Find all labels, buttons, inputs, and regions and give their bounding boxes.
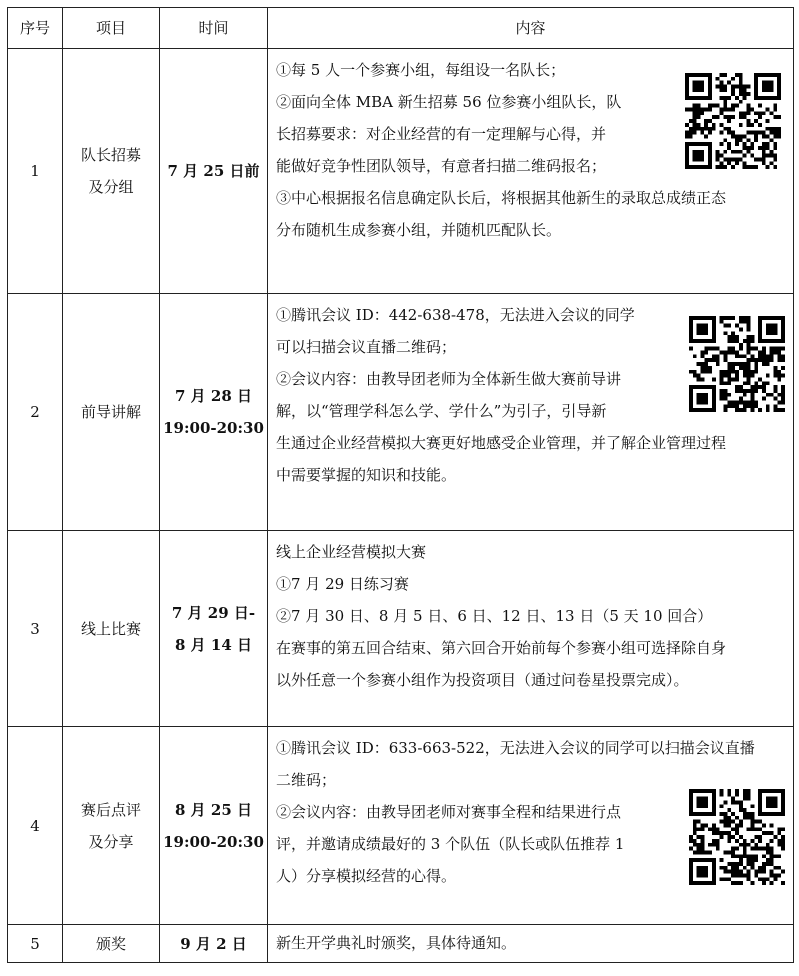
header-time: 时间 — [160, 8, 268, 49]
row-item — [63, 727, 160, 925]
content-line: ①腾讯会议 ID：633-663-522，无法进入会议的同学可以扫描会议直播 — [276, 739, 755, 757]
schedule-table — [7, 7, 794, 963]
content-line: 在赛事的第五回合结束、第六回合开始前每个参赛小组可选择除自身 — [276, 639, 727, 657]
table-row — [8, 727, 794, 925]
row-item — [63, 49, 160, 294]
time-line: 19:00-20:30 — [163, 419, 264, 437]
row-seq: 5 — [8, 925, 63, 963]
header-content: 内容 — [268, 8, 794, 49]
table-row — [8, 531, 794, 727]
content-line: 长招募要求：对企业经营的有一定理解与心得，并 — [276, 125, 607, 143]
table-header-row — [8, 8, 794, 49]
time-line: 7 月 28 日 — [175, 387, 252, 405]
row-time — [160, 294, 268, 531]
content-line: 以外任意一个参赛小组作为投资项目（通过问卷星投票完成）。 — [276, 671, 689, 689]
time-line: 8 月 25 日 — [175, 800, 252, 819]
row-content — [268, 727, 794, 925]
table-row — [8, 294, 794, 531]
header-seq: 序号 — [8, 8, 63, 49]
content-line: ②7 月 30 日、8 月 5 日、6 日、12 日、13 日（5 天 10 回合） — [276, 607, 713, 625]
content-line: 生通过企业经营模拟大赛更好地感受企业管理，并了解企业管理过程 — [276, 434, 727, 452]
time-line: 7 月 29 日- — [171, 603, 256, 622]
content-line: 分布随机生成参赛小组，并随机匹配队长。 — [276, 221, 562, 239]
content-line: ③中心根据报名信息确定队长后，将根据其他新生的录取总成绩正态 — [276, 189, 727, 207]
time-line: 19:00-20:30 — [163, 832, 264, 851]
content-line: ①7 月 29 日练习赛 — [276, 575, 409, 593]
item-line: 前导讲解 — [80, 403, 141, 421]
qr-code-icon[interactable] — [689, 789, 785, 885]
row-time — [160, 925, 268, 963]
qr-code-icon[interactable] — [685, 73, 781, 169]
row-seq: 2 — [8, 294, 63, 531]
row-time — [160, 727, 268, 925]
content-line: 中需要掌握的知识和技能。 — [276, 466, 457, 484]
content-line: ②会议内容：由教导团老师对赛事全程和结果进行点 — [276, 803, 622, 821]
row-item — [63, 531, 160, 727]
row-content — [268, 531, 794, 727]
row-content — [268, 49, 794, 294]
header-item: 项目 — [63, 8, 160, 49]
content-line: 线上企业经营模拟大赛 — [276, 543, 427, 561]
row-content — [268, 925, 794, 963]
table-row — [8, 49, 794, 294]
content-line: 新生开学典礼时颁奖，具体待通知。 — [276, 934, 517, 952]
content-line: 可以扫描会议直播二维码； — [276, 338, 457, 356]
content-line: ①每 5 人一个参赛小组，每组设一名队长； — [276, 61, 566, 79]
row-seq: 1 — [8, 49, 63, 294]
item-line: 颁奖 — [95, 934, 126, 953]
item-line: 线上比赛 — [80, 619, 141, 638]
content-line: 能做好竞争性团队领导，有意者扫描二维码报名； — [276, 157, 607, 175]
row-time — [160, 49, 268, 294]
row-time — [160, 531, 268, 727]
content-line: 评，并邀请成绩最好的 3 个队伍（队长或队伍推荐 1 — [276, 835, 625, 853]
item-line: 队长招募 — [80, 146, 141, 164]
content-line: 人）分享模拟经营的心得。 — [276, 867, 457, 885]
qr-code-icon[interactable] — [689, 316, 785, 412]
content-line: 解，以“管理学科怎么学、学什么”为引子，引导新 — [276, 402, 607, 420]
time-line: 7 月 25 日前 — [167, 162, 260, 180]
row-seq: 4 — [8, 727, 63, 925]
row-content — [268, 294, 794, 531]
row-item — [63, 925, 160, 963]
content-line: 二维码； — [276, 771, 337, 789]
time-line: 9 月 2 日 — [180, 934, 247, 953]
item-line: 赛后点评 — [80, 800, 141, 819]
row-seq: 3 — [8, 531, 63, 727]
item-line: 及分享 — [88, 832, 134, 851]
content-line: ②会议内容：由教导团老师为全体新生做大赛前导讲 — [276, 370, 622, 388]
content-line: ①腾讯会议 ID：442-638-478，无法进入会议的同学 — [276, 306, 635, 324]
content-line: ②面向全体 MBA 新生招募 56 位参赛小组队长，队 — [276, 93, 622, 111]
row-item — [63, 294, 160, 531]
time-line: 8 月 14 日 — [175, 635, 252, 654]
item-line: 及分组 — [88, 178, 134, 196]
table-row — [8, 925, 794, 963]
